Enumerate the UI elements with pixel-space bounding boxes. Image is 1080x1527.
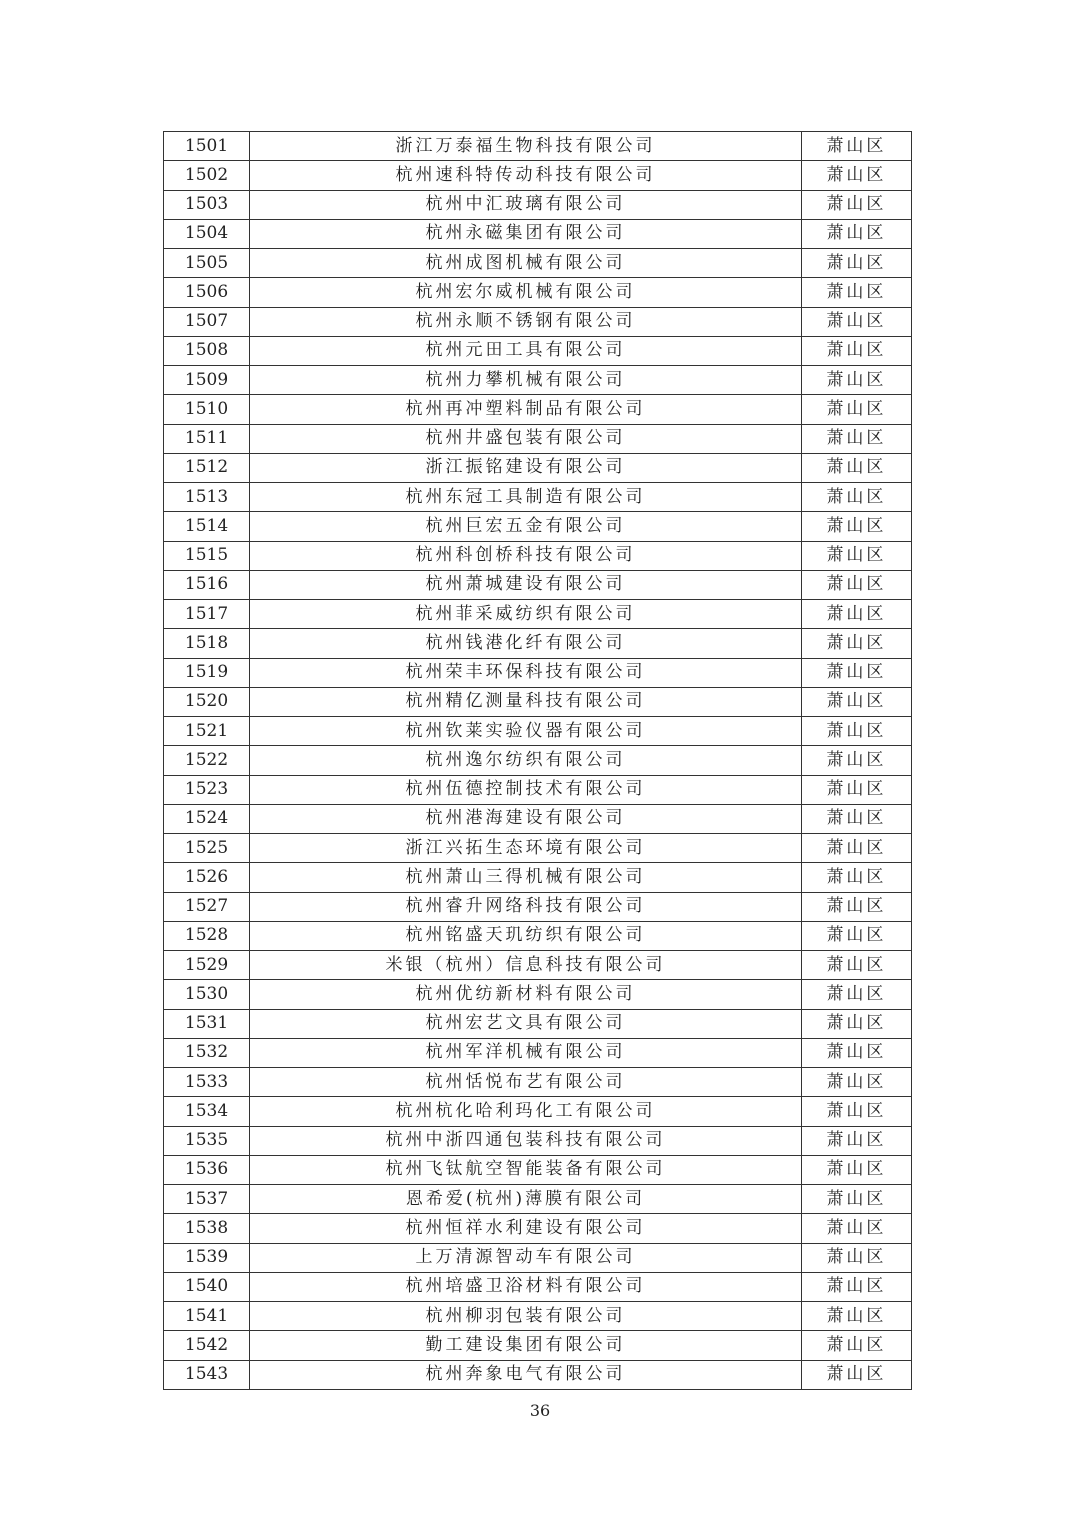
district: 萧山区 — [801, 1068, 911, 1097]
district: 萧山区 — [801, 1243, 911, 1272]
row-number: 1526 — [164, 863, 250, 892]
row-number: 1521 — [164, 717, 250, 746]
table-row — [164, 629, 912, 658]
company-name: 浙江万泰福生物科技有限公司 — [250, 132, 802, 161]
row-number: 1541 — [164, 1302, 250, 1331]
company-name: 勤工建设集团有限公司 — [250, 1331, 802, 1360]
row-number: 1518 — [164, 629, 250, 658]
company-name: 杭州恬悦布艺有限公司 — [250, 1068, 802, 1097]
district: 萧山区 — [801, 863, 911, 892]
table-row — [164, 921, 912, 950]
row-number: 1504 — [164, 219, 250, 248]
table-row — [164, 1272, 912, 1301]
row-number: 1522 — [164, 746, 250, 775]
row-number: 1535 — [164, 1126, 250, 1155]
company-list-table — [163, 131, 912, 1390]
district: 萧山区 — [801, 190, 911, 219]
table-row — [164, 1302, 912, 1331]
page-number: 36 — [529, 1401, 551, 1420]
row-number: 1543 — [164, 1360, 250, 1389]
company-name: 杭州港海建设有限公司 — [250, 804, 802, 833]
table-row — [164, 132, 912, 161]
row-number: 1534 — [164, 1097, 250, 1126]
district: 萧山区 — [801, 307, 911, 336]
company-name: 杭州中汇玻璃有限公司 — [250, 190, 802, 219]
company-name: 浙江兴拓生态环境有限公司 — [250, 834, 802, 863]
row-number: 1530 — [164, 980, 250, 1009]
row-number: 1507 — [164, 307, 250, 336]
company-name: 杭州精亿测量科技有限公司 — [250, 687, 802, 716]
district: 萧山区 — [801, 1185, 911, 1214]
company-name: 杭州科创桥科技有限公司 — [250, 541, 802, 570]
company-name: 杭州恒祥水利建设有限公司 — [250, 1214, 802, 1243]
district: 萧山区 — [801, 278, 911, 307]
company-name: 杭州飞钛航空智能装备有限公司 — [250, 1155, 802, 1184]
row-number: 1508 — [164, 336, 250, 365]
district: 萧山区 — [801, 658, 911, 687]
table-row — [164, 307, 912, 336]
district: 萧山区 — [801, 1038, 911, 1067]
table-row — [164, 541, 912, 570]
row-number: 1524 — [164, 804, 250, 833]
table-row — [164, 863, 912, 892]
table-row — [164, 366, 912, 395]
district: 萧山区 — [801, 249, 911, 278]
table-row — [164, 249, 912, 278]
district: 萧山区 — [801, 629, 911, 658]
row-number: 1517 — [164, 600, 250, 629]
district: 萧山区 — [801, 570, 911, 599]
table-row — [164, 951, 912, 980]
table-row — [164, 1155, 912, 1184]
company-name: 杭州杭化哈利玛化工有限公司 — [250, 1097, 802, 1126]
table-row — [164, 278, 912, 307]
row-number: 1529 — [164, 951, 250, 980]
table-row — [164, 717, 912, 746]
district: 萧山区 — [801, 687, 911, 716]
row-number: 1514 — [164, 512, 250, 541]
company-name: 杭州力攀机械有限公司 — [250, 366, 802, 395]
table-row — [164, 1097, 912, 1126]
table-row — [164, 1243, 912, 1272]
company-name: 杭州逸尔纺织有限公司 — [250, 746, 802, 775]
district: 萧山区 — [801, 746, 911, 775]
company-name: 杭州东冠工具制造有限公司 — [250, 483, 802, 512]
company-name: 杭州军洋机械有限公司 — [250, 1038, 802, 1067]
row-number: 1501 — [164, 132, 250, 161]
district: 萧山区 — [801, 892, 911, 921]
table-row — [164, 453, 912, 482]
table-row — [164, 1214, 912, 1243]
table-row — [164, 483, 912, 512]
table-row — [164, 161, 912, 190]
company-name: 杭州钱港化纤有限公司 — [250, 629, 802, 658]
district: 萧山区 — [801, 1360, 911, 1389]
table-row — [164, 1360, 912, 1389]
row-number: 1513 — [164, 483, 250, 512]
row-number: 1538 — [164, 1214, 250, 1243]
company-name: 杭州奔象电气有限公司 — [250, 1360, 802, 1389]
table-row — [164, 1038, 912, 1067]
company-name: 杭州伍德控制技术有限公司 — [250, 775, 802, 804]
company-name: 杭州钦莱实验仪器有限公司 — [250, 717, 802, 746]
company-name: 杭州井盛包装有限公司 — [250, 424, 802, 453]
table-row — [164, 1331, 912, 1360]
district: 萧山区 — [801, 951, 911, 980]
company-name: 杭州铭盛天玑纺织有限公司 — [250, 921, 802, 950]
row-number: 1511 — [164, 424, 250, 453]
row-number: 1503 — [164, 190, 250, 219]
table-row — [164, 1126, 912, 1155]
table-row — [164, 687, 912, 716]
table-row — [164, 775, 912, 804]
district: 萧山区 — [801, 1126, 911, 1155]
district: 萧山区 — [801, 541, 911, 570]
row-number: 1531 — [164, 1009, 250, 1038]
table-row — [164, 424, 912, 453]
district: 萧山区 — [801, 1214, 911, 1243]
table-row — [164, 600, 912, 629]
district: 萧山区 — [801, 453, 911, 482]
company-name: 米银（杭州）信息科技有限公司 — [250, 951, 802, 980]
table-row — [164, 190, 912, 219]
district: 萧山区 — [801, 424, 911, 453]
company-name: 杭州永顺不锈钢有限公司 — [250, 307, 802, 336]
district: 萧山区 — [801, 132, 911, 161]
district: 萧山区 — [801, 1331, 911, 1360]
company-name: 杭州速科特传动科技有限公司 — [250, 161, 802, 190]
table-row — [164, 219, 912, 248]
table-row — [164, 892, 912, 921]
row-number: 1512 — [164, 453, 250, 482]
company-name: 杭州优纺新材料有限公司 — [250, 980, 802, 1009]
district: 萧山区 — [801, 1302, 911, 1331]
company-name: 杭州成图机械有限公司 — [250, 249, 802, 278]
district: 萧山区 — [801, 336, 911, 365]
row-number: 1537 — [164, 1185, 250, 1214]
district: 萧山区 — [801, 483, 911, 512]
table-row — [164, 1185, 912, 1214]
company-name: 恩希爱(杭州)薄膜有限公司 — [250, 1185, 802, 1214]
district: 萧山区 — [801, 834, 911, 863]
company-list-body — [164, 132, 912, 1390]
row-number: 1506 — [164, 278, 250, 307]
row-number: 1519 — [164, 658, 250, 687]
district: 萧山区 — [801, 717, 911, 746]
company-name: 杭州柳羽包装有限公司 — [250, 1302, 802, 1331]
table-row — [164, 1009, 912, 1038]
table-row — [164, 804, 912, 833]
row-number: 1505 — [164, 249, 250, 278]
row-number: 1502 — [164, 161, 250, 190]
company-name: 杭州菲采威纺织有限公司 — [250, 600, 802, 629]
table-row — [164, 512, 912, 541]
table-row — [164, 1068, 912, 1097]
row-number: 1540 — [164, 1272, 250, 1301]
company-name: 杭州培盛卫浴材料有限公司 — [250, 1272, 802, 1301]
company-name: 杭州荣丰环保科技有限公司 — [250, 658, 802, 687]
table-row — [164, 395, 912, 424]
table-row — [164, 834, 912, 863]
company-name: 杭州宏尔威机械有限公司 — [250, 278, 802, 307]
district: 萧山区 — [801, 366, 911, 395]
table-row — [164, 980, 912, 1009]
company-name: 杭州巨宏五金有限公司 — [250, 512, 802, 541]
row-number: 1532 — [164, 1038, 250, 1067]
company-name: 杭州宏艺文具有限公司 — [250, 1009, 802, 1038]
district: 萧山区 — [801, 804, 911, 833]
row-number: 1523 — [164, 775, 250, 804]
row-number: 1533 — [164, 1068, 250, 1097]
row-number: 1516 — [164, 570, 250, 599]
district: 萧山区 — [801, 1097, 911, 1126]
company-name: 杭州萧山三得机械有限公司 — [250, 863, 802, 892]
table-row — [164, 746, 912, 775]
district: 萧山区 — [801, 921, 911, 950]
district: 萧山区 — [801, 980, 911, 1009]
row-number: 1528 — [164, 921, 250, 950]
company-name: 杭州再冲塑料制品有限公司 — [250, 395, 802, 424]
company-name: 杭州萧城建设有限公司 — [250, 570, 802, 599]
row-number: 1520 — [164, 687, 250, 716]
row-number: 1542 — [164, 1331, 250, 1360]
company-name: 杭州永磁集团有限公司 — [250, 219, 802, 248]
district: 萧山区 — [801, 219, 911, 248]
district: 萧山区 — [801, 1009, 911, 1038]
district: 萧山区 — [801, 1272, 911, 1301]
table-row — [164, 658, 912, 687]
district: 萧山区 — [801, 775, 911, 804]
company-name: 杭州睿升网络科技有限公司 — [250, 892, 802, 921]
district: 萧山区 — [801, 600, 911, 629]
row-number: 1539 — [164, 1243, 250, 1272]
company-name: 浙江振铭建设有限公司 — [250, 453, 802, 482]
company-name: 杭州中浙四通包装科技有限公司 — [250, 1126, 802, 1155]
district: 萧山区 — [801, 161, 911, 190]
row-number: 1536 — [164, 1155, 250, 1184]
row-number: 1527 — [164, 892, 250, 921]
row-number: 1515 — [164, 541, 250, 570]
district: 萧山区 — [801, 1155, 911, 1184]
company-name: 上万清源智动车有限公司 — [250, 1243, 802, 1272]
row-number: 1509 — [164, 366, 250, 395]
district: 萧山区 — [801, 512, 911, 541]
row-number: 1525 — [164, 834, 250, 863]
table-row — [164, 336, 912, 365]
table-row — [164, 570, 912, 599]
row-number: 1510 — [164, 395, 250, 424]
district: 萧山区 — [801, 395, 911, 424]
company-name: 杭州元田工具有限公司 — [250, 336, 802, 365]
